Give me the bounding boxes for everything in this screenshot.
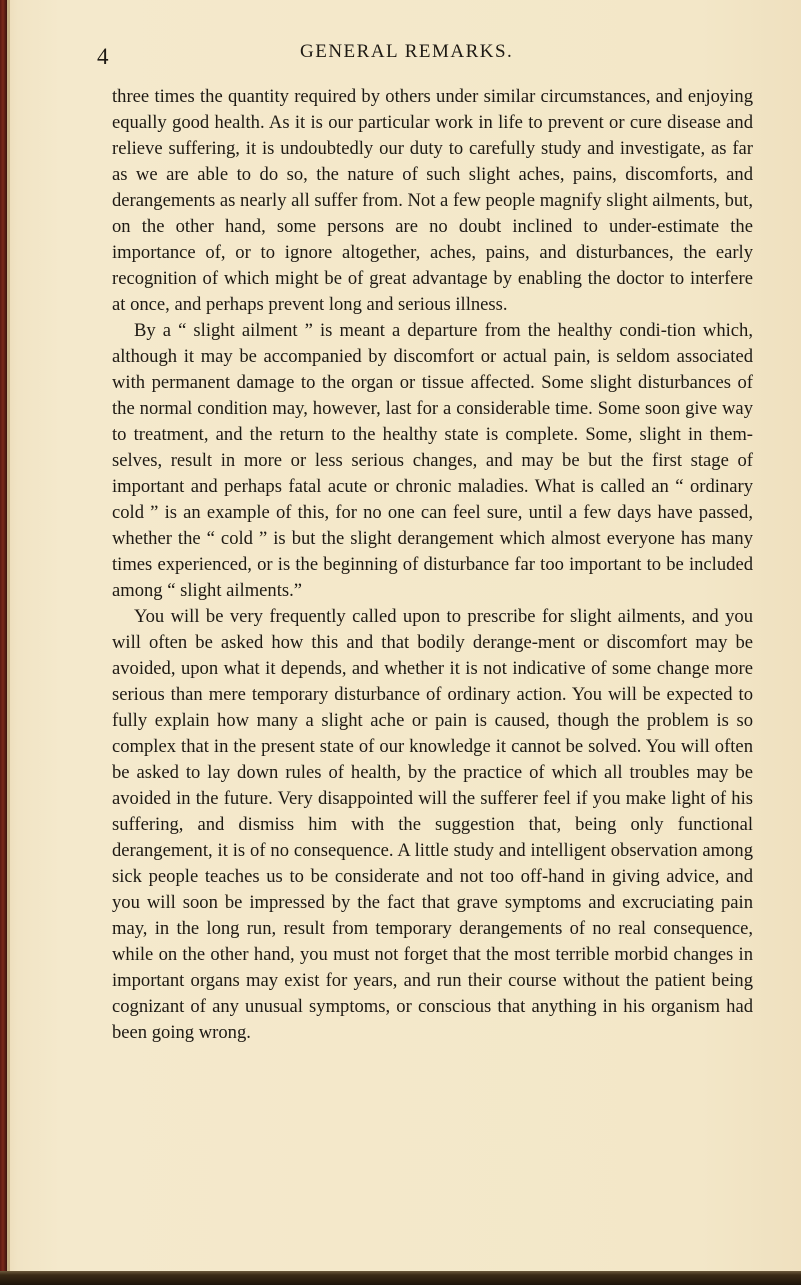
paragraph-prescribing-advice: You will be very frequently called upon to prescribe for slight ailments, and you will often be asked how this and that bodily derange-ment or discomfort may be avoided, upon what it depends, and whether it is not indicative of some change more serious than mere temporary disturbance of ordinary action. You will be expected to fully explain how many a slight ache or pain is caused, though the problem is so complex that in the present state of our knowledge it cannot be solved. You will often be asked to lay down rules of health, by the practice of which all troubles may be avoided in the future. Very disappointed will the sufferer feel if you make light of his suffering, and dismiss him with the suggestion that, being only functional derangement, it is of no consequence. A little study and intelligent observation among sick people teaches us to be considerate and not too off-hand in giving advice, and you will soon be impressed by the fact that grave symptoms and excruciating pain may, in the long run, result from temporary derangements of no real consequence, while on the other hand, you must not forget that the most terrible morbid changes in important organs may exist for years, and run their course without the patient being cognizant of any unusual symptoms, or conscious that anything in his organism had been going wrong. [112,606,753,1043]
body-text [112,84,753,1046]
paragraph-slight-ailment-definition: By a “ slight ailment ” is meant a departure from the healthy condi-tion which, although it may be accompanied by discomfort or actual pain, is seldom associated with permanent damage to the organ or tissue affected. Some slight disturbances of the normal condition may, however, last for a considerable time. Some soon give way to treatment, and the return to the healthy state is complete. Some, slight in them-selves, result in more or less serious changes, and may be but the first stage of important and perhaps fatal acute or chronic maladies. What is called an “ ordinary cold ” is an example of this, for no one can feel sure, until a few days have passed, whether the “ cold ” is but the slight derangement which almost everyone has many times experienced, or is the beginning of disturbance far too important to be included among “ slight ailments.” [112,320,753,601]
page-bottom-edge [0,1271,801,1285]
page-gutter-edge [7,0,10,1285]
paragraph-continued: three times the quantity required by others under similar circumstances, and enjoying equally good health. As it is our particular work in life to prevent or cure disease and relieve suffering, it is undoubtedly our duty to carefully study and investigate, as far as we are able to do so, the nature of such slight aches, pains, discomforts, and derangements as nearly all suffer from. Not a few people magnify slight ailments, but, on the other hand, some persons are no doubt inclined to under-estimate the importance of, or to ignore altogether, aches, pains, and disturbances, the early recognition of which might be of great advantage by enabling the doctor to interfere at once, and perhaps prevent long and serious illness. [112,86,753,315]
book-spine [0,0,7,1285]
page-number: 4 [97,44,109,69]
running-head: GENERAL REMARKS. [300,41,514,62]
